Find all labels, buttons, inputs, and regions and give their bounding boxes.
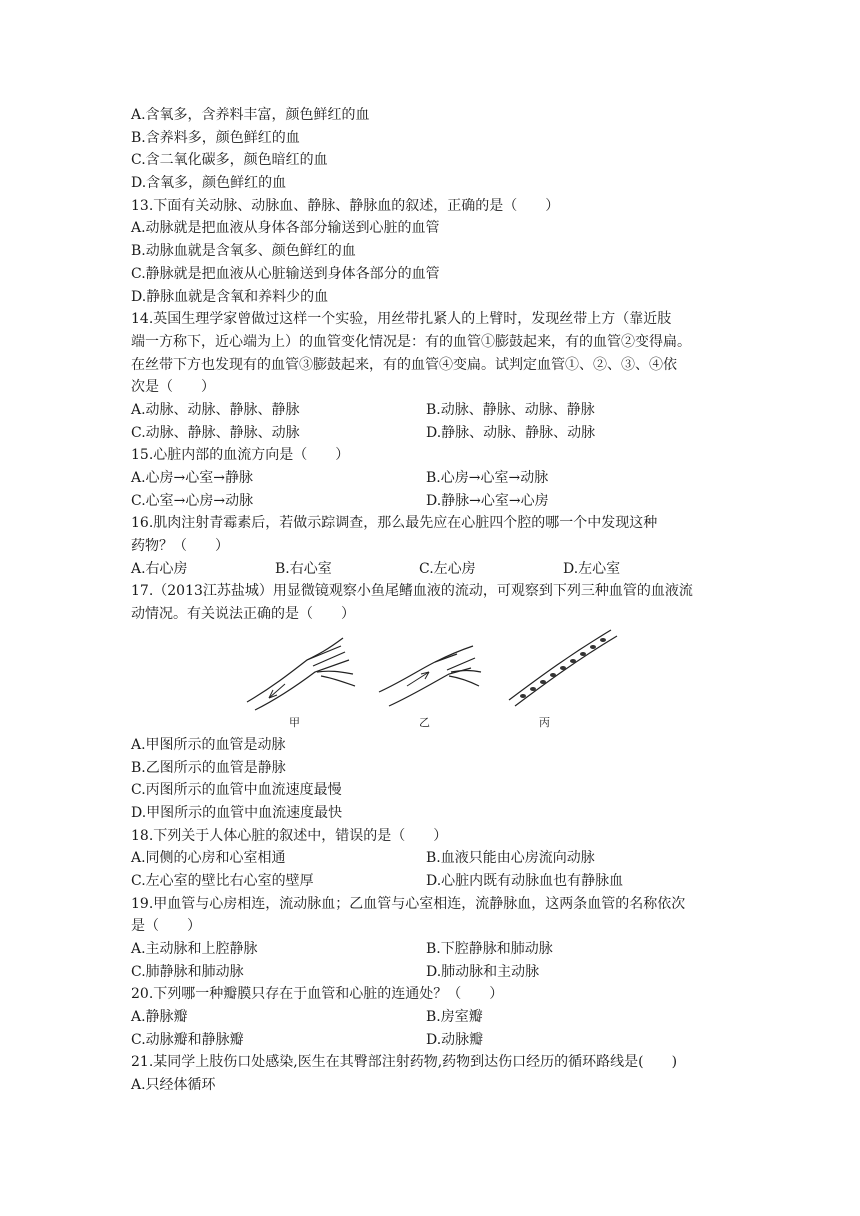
option-c: C.肺静脉和肺动脉: [131, 963, 244, 980]
option-a: A.甲图所示的血管是动脉: [131, 736, 286, 753]
option-b: B.血液只能由心房流向动脉: [426, 850, 595, 867]
option-a: A.右心房: [131, 560, 188, 577]
exam-page: [131, 104, 741, 1097]
option-b: B.动脉血就是含氧多、颜色鲜红的血: [131, 243, 356, 260]
question-stem-line: 16.肌肉注射青霉素后，若做示踪调查，那么最先应在心脏四个腔的哪一个中发现这种: [131, 515, 658, 532]
option-a: A.动脉就是把血液从身体各部分输送到心脏的血管: [131, 220, 440, 237]
option-d: D.心脏内既有动脉血也有静脉血: [426, 872, 624, 889]
question-stem: 13.下面有关动脉、动脉血、静脉、静脉血的叙述，正确的是（ ）: [131, 197, 560, 214]
question-21: [131, 1051, 741, 1096]
question-14: [131, 308, 741, 444]
option-a: A.同侧的心房和心室相通: [131, 850, 286, 867]
question-stem: 18.下列关于人体心脏的叙述中，错误的是（ ）: [131, 827, 448, 844]
option-b: B.动脉、静脉、动脉、静脉: [426, 401, 595, 418]
option-row: [131, 961, 741, 984]
option-d: D.含氧多，颜色鲜红的血: [131, 175, 287, 192]
option-b: B.含养料多，颜色鲜红的血: [131, 129, 300, 146]
option-row: [131, 1029, 741, 1052]
vessel-jia-drawing: [247, 638, 355, 710]
option-a: A.主动脉和上腔静脉: [131, 941, 258, 957]
option-d: D.肺动脉和主动脉: [426, 963, 540, 980]
question-stem-line: 19.甲血管与心房相连，流动脉血；乙血管与心室相连，流静脉血，这两条血管的名称依次: [131, 895, 686, 912]
question-13: [131, 195, 741, 308]
option-row: [131, 490, 741, 513]
option-c: C.左心室的壁比右心室的壁厚: [131, 872, 314, 889]
question-16: [131, 512, 741, 580]
question-stem-line: 端一方称下，近心端为上）的血管变化情况是：有的血管①膨鼓起来，有的血管②变得扁。: [131, 333, 691, 350]
option-d: D.静脉、动脉、静脉、动脉: [426, 424, 596, 441]
option-row: [131, 870, 741, 893]
question-stem-line: 17.（2013江苏盐城）用显微镜观察小鱼尾鳍血液的流动，可观察到下列三种血管的血液流: [131, 583, 693, 600]
blood-cells: [520, 638, 606, 698]
option-a: A.含氧多，含养料丰富，颜色鲜红的血: [131, 107, 370, 123]
question-12-options: [131, 104, 741, 195]
option-row: [131, 558, 741, 581]
question-stem-line: 14.英国生理学家曾做过这样一个实验，用丝带扎紧人的上臂时，发现丝带上方（靠近肢: [131, 311, 672, 328]
blood-vessel-figure: [131, 626, 741, 734]
option-a: A.只经体循环: [131, 1077, 216, 1094]
option-c: C.动脉、静脉、静脉、动脉: [131, 424, 300, 441]
option-c: C.静脉就是把血液从心脏输送到身体各部分的血管: [131, 265, 440, 282]
option-row: [131, 467, 741, 490]
option-d: D.静脉血就是含氧和养料少的血: [131, 288, 329, 305]
figure-label-yi: 乙: [419, 715, 430, 729]
question-17: [131, 580, 741, 824]
question-stem-line: 动情况。有关说法正确的是（ ）: [131, 606, 355, 623]
option-b: B.房室瓣: [426, 1009, 483, 1026]
question-stem-line: 是（ ）: [131, 918, 201, 935]
question-15: [131, 444, 741, 512]
option-a: A.动脉、动脉、静脉、静脉: [131, 401, 300, 418]
option-row: [131, 938, 741, 961]
option-row: [131, 1006, 741, 1029]
option-c: C.含二氧化碳多，颜色暗红的血: [131, 152, 328, 169]
option-c: C.动脉瓣和静脉瓣: [131, 1031, 244, 1048]
figure-label-jia: 甲: [289, 715, 300, 729]
question-stem-line: 在丝带下方也发现有的血管③膨鼓起来，有的血管④变扁。试判定血管①、②、③、④依: [131, 356, 677, 373]
blood-vessel-drawings: [131, 626, 741, 734]
question-stem: 15.心脏内部的血流方向是（ ）: [131, 447, 350, 464]
option-row: [131, 422, 741, 445]
question-20: [131, 983, 741, 1051]
question-19: [131, 893, 741, 984]
question-18: [131, 825, 741, 893]
option-row: [131, 847, 741, 870]
option-c: C.心室→心房→动脉: [131, 492, 254, 509]
option-b: B.下腔静脉和肺动脉: [426, 941, 553, 957]
question-stem: 21.某同学上肢伤口处感染,医生在其臀部注射药物,药物到达伤口经历的循环路线是( ): [131, 1054, 678, 1071]
option-b: B.乙图所示的血管是静脉: [131, 759, 286, 776]
option-c: C.左心房: [419, 560, 476, 577]
vessel-yi-drawing: [379, 646, 481, 706]
option-b: B.心房→心室→动脉: [426, 470, 549, 486]
option-b: B.右心室: [275, 560, 332, 577]
option-d: D.甲图所示的血管中血流速度最快: [131, 804, 343, 821]
option-a: A.静脉瓣: [131, 1009, 188, 1026]
question-stem-line: 药物？（ ）: [131, 538, 229, 555]
option-a: A.心房→心室→静脉: [131, 470, 254, 486]
option-row: [131, 399, 741, 422]
question-stem-line: 次是（ ）: [131, 379, 215, 396]
option-d: D.动脉瓣: [426, 1031, 484, 1048]
option-c: C.丙图所示的血管中血流速度最慢: [131, 782, 342, 799]
option-d: D.左心室: [563, 560, 621, 577]
option-d: D.静脉→心室→心房: [426, 492, 549, 509]
figure-label-bing: 丙: [539, 715, 550, 729]
question-stem: 20.下列哪一种瓣膜只存在于血管和心脏的连通处？（ ）: [131, 986, 504, 1003]
